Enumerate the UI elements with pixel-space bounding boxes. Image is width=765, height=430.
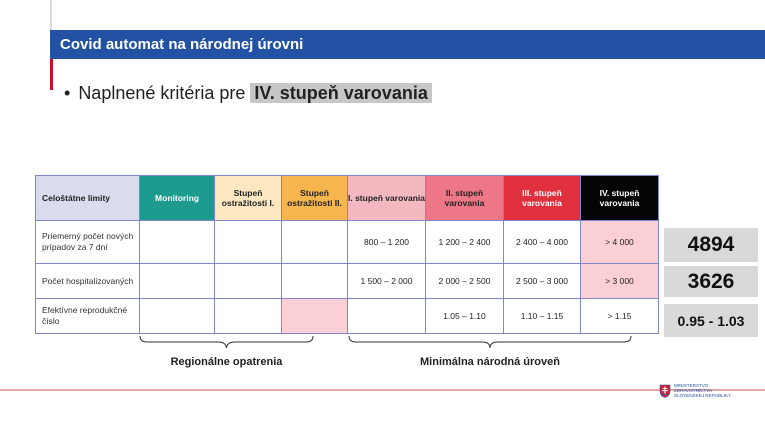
table-cell-level-iv: > 3 000	[581, 264, 659, 299]
header-limits: Celoštátne limity	[36, 176, 140, 221]
table-cell	[215, 264, 282, 299]
row-label: Priemerný počet nových prípadov za 7 dní	[36, 221, 140, 264]
header-warning-2: II. stupeň varovania	[426, 176, 504, 221]
table-cell	[140, 299, 215, 334]
table-cell: 2 400 – 4 000	[504, 221, 581, 264]
table-cell: > 1.15	[581, 299, 659, 334]
table-cell	[215, 299, 282, 334]
row-label: Počet hospitalizovaných	[36, 264, 140, 299]
table-cell: 2 500 – 3 000	[504, 264, 581, 299]
table-cell-vigilance-2	[282, 299, 348, 334]
header-warning-3: III. stupeň varovania	[504, 176, 581, 221]
logo-text	[674, 383, 731, 399]
logo-text-line: ZDRAVOTNÍCTVA	[674, 388, 713, 394]
table-cell	[282, 221, 348, 264]
table-cell	[348, 299, 426, 334]
brace-national	[347, 334, 633, 350]
brace-regional	[138, 334, 315, 350]
title-accent-marker	[50, 59, 53, 90]
table-header-row	[36, 176, 659, 221]
table-cell: 800 – 1 200	[348, 221, 426, 264]
bullet-highlight: IV. stupeň varovania	[250, 83, 431, 103]
bullet-text: Naplnené kritéria pre	[78, 83, 246, 103]
top-divider	[50, 0, 52, 32]
table-cell-level-iv: > 4 000	[581, 221, 659, 264]
table-cell	[215, 221, 282, 264]
table-cell	[282, 264, 348, 299]
brace-label-national: Minimálna národná úroveň	[420, 356, 560, 368]
slide-title: Covid automat na národnej úrovni	[50, 30, 765, 59]
brace-label-regional: Regionálne opatrenia	[170, 356, 283, 368]
limits-table	[35, 175, 659, 334]
table-cell	[140, 264, 215, 299]
result-hospitalized: 3626	[664, 266, 758, 297]
header-vigilance-2: Stupeň ostražitosti II.	[282, 176, 348, 221]
table-cell: 2 000 – 2 500	[426, 264, 504, 299]
table-cell: 1 500 – 2 000	[348, 264, 426, 299]
bullet-icon: •	[64, 83, 71, 103]
table-cell: 1.10 – 1.15	[504, 299, 581, 334]
logo-text-line: SLOVENSKEJ REPUBLIKY	[674, 393, 732, 399]
table-row	[36, 299, 659, 334]
result-reproduction: 0.95 - 1.03	[664, 304, 758, 337]
result-new-cases: 4894	[664, 228, 758, 262]
ministry-logo	[659, 383, 731, 399]
row-label: Efektívne reprodukčné číslo	[36, 299, 140, 334]
coat-of-arms-icon	[659, 384, 671, 398]
header-vigilance-1: Stupeň ostražitosti I.	[215, 176, 282, 221]
table-row	[36, 264, 659, 299]
table-cell: 1 200 – 2 400	[426, 221, 504, 264]
header-monitoring: Monitoring	[140, 176, 215, 221]
table-row	[36, 221, 659, 264]
table-cell	[140, 221, 215, 264]
header-warning-1: I. stupeň varovania	[348, 176, 426, 221]
table-cell: 1.05 – 1.10	[426, 299, 504, 334]
logo-text-line: MINISTERSTVO	[674, 383, 709, 388]
header-warning-4: IV. stupeň varovania	[581, 176, 659, 221]
bullet-point	[64, 80, 432, 106]
